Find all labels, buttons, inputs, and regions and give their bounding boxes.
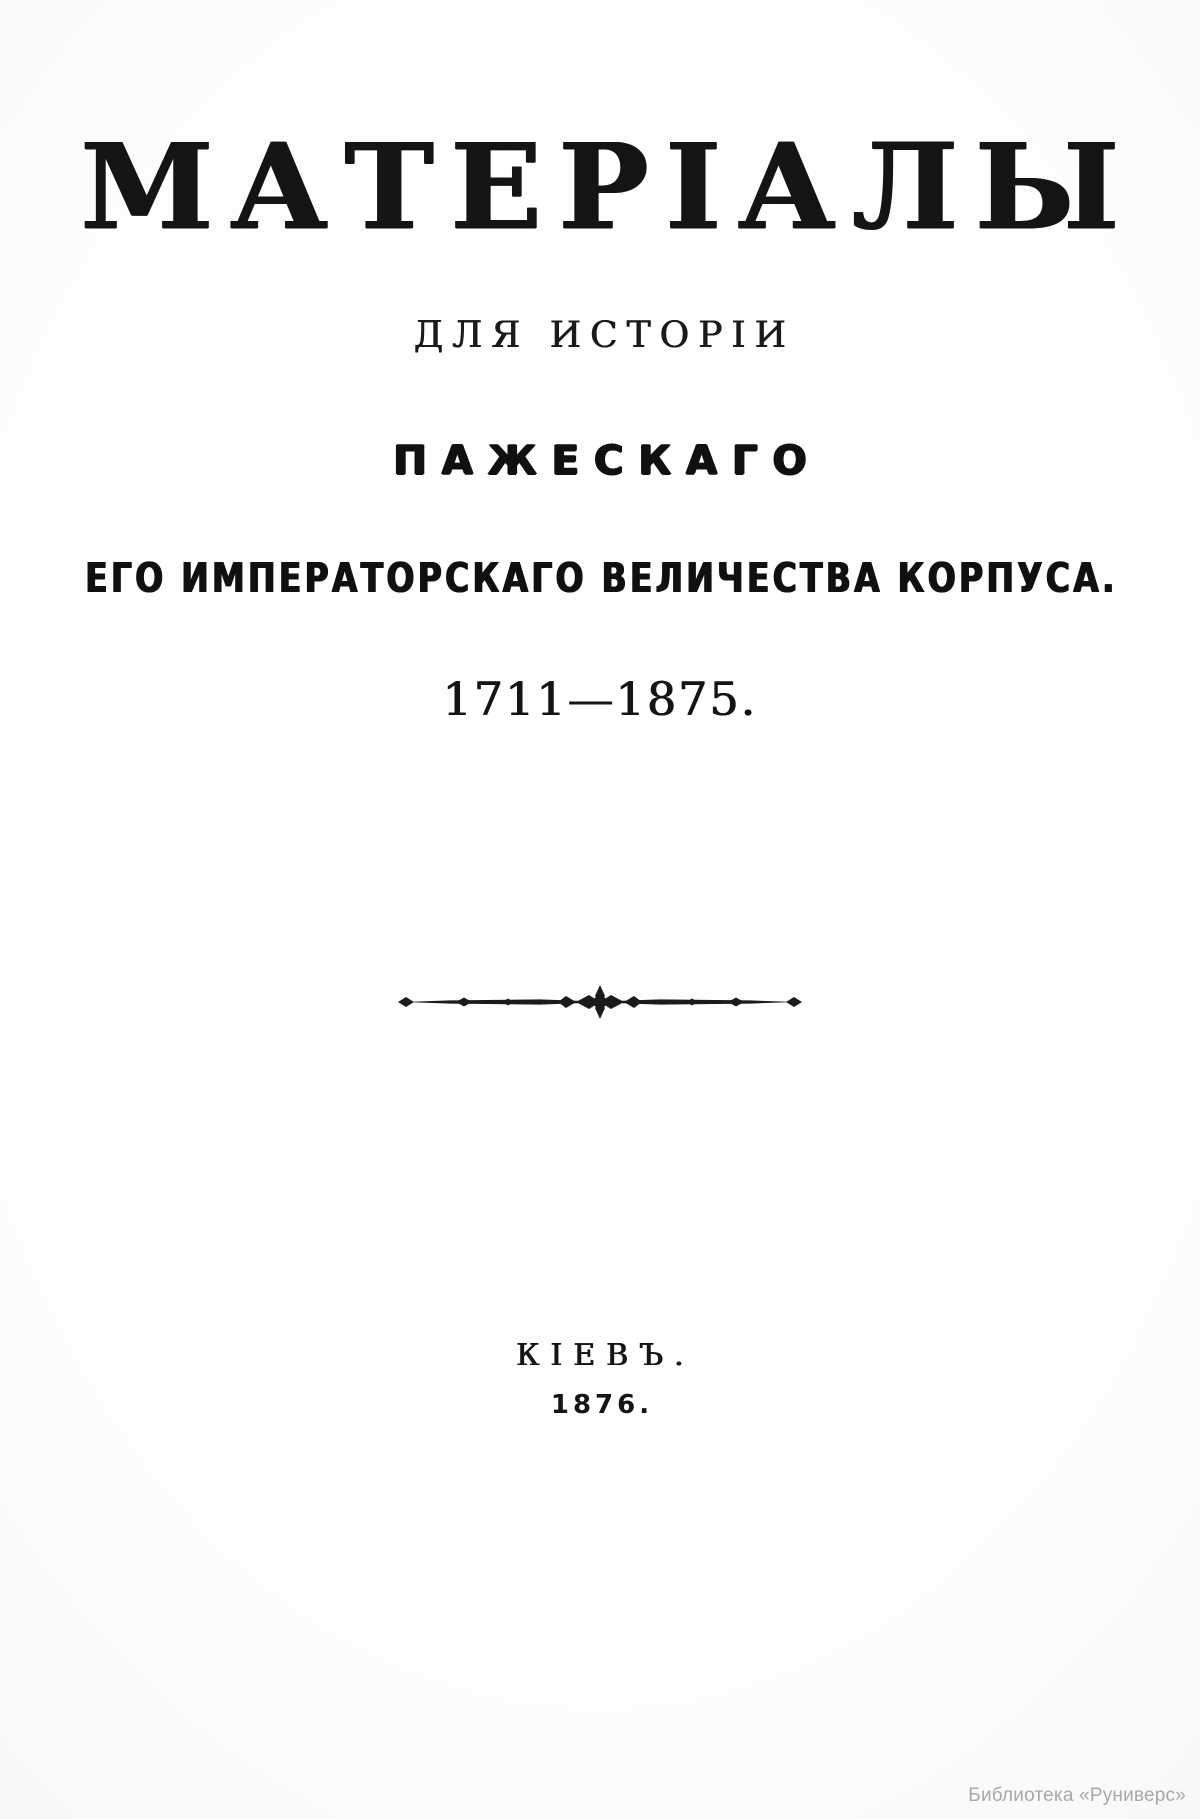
publication-year: 1876. [550,1390,654,1420]
ornament-divider [0,978,1200,1026]
document-date-range: 1711—1875. [442,672,758,726]
ornament-rule-icon [390,978,810,1026]
document-subtitle-page-corps: ПАЖЕСКАГО [393,438,822,484]
library-watermark: Библиотека «Руниверс» [968,1785,1186,1806]
document-subtitle-imperial-majesty-corps: ЕГО ИМПЕРАТОРСКАГО ВЕЛИЧЕСТВА КОРПУСА. [85,553,1118,602]
publication-place: КІЕВЪ. [516,1338,695,1373]
document-subtitle-for-history: ДЛЯ ИСТОРIИ [413,315,796,356]
document-main-title: МАТЕРІАЛЫ [80,117,1136,256]
